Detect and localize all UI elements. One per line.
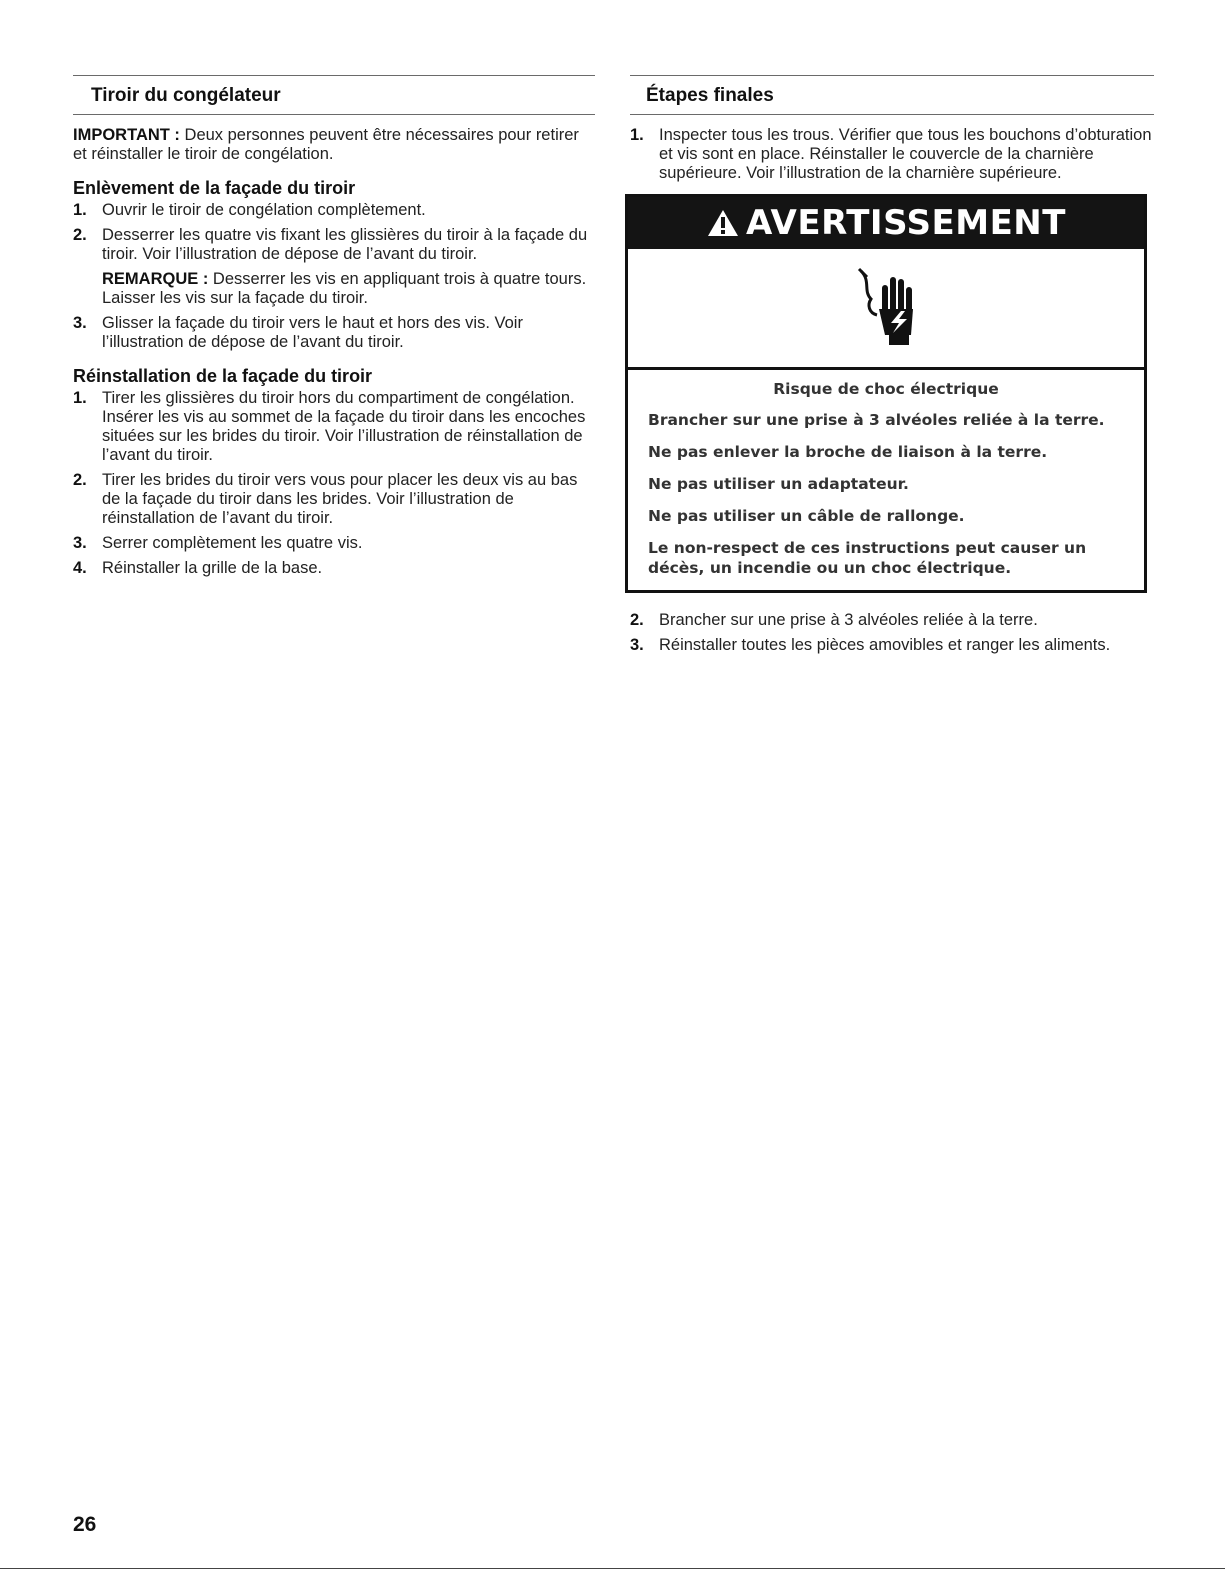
- step-number: 2.: [630, 611, 644, 629]
- step-number: 2.: [73, 471, 87, 489]
- warning-icon-area: [628, 249, 1144, 370]
- list-item: [630, 611, 1154, 630]
- step-text: Glisser la façade du tiroir vers le haut et hors des vis. Voir l’illustration de dépose de l’avant du tiroir.: [102, 314, 523, 351]
- step-text: Brancher sur une prise à 3 alvéoles reliée à la terre.: [659, 611, 1038, 629]
- electric-shock-hand-icon: [841, 263, 931, 353]
- list-item: [73, 226, 595, 308]
- right-column: [630, 75, 1154, 661]
- warning-line: Ne pas enlever la broche de liaison à la terre.: [648, 443, 1048, 461]
- warning-risk: Risque de choc électrique: [773, 380, 999, 398]
- list-item: [630, 126, 1154, 183]
- list-item: [630, 636, 1154, 655]
- list-item: [73, 314, 595, 352]
- removal-steps: [73, 201, 595, 352]
- step-text: Serrer complètement les quatre vis.: [102, 534, 363, 552]
- step-number: 3.: [630, 636, 644, 654]
- step-text: Ouvrir le tiroir de congélation complètement.: [102, 201, 426, 219]
- step-text: Réinstaller la grille de la base.: [102, 559, 323, 577]
- step-text: Inspecter tous les trous. Vérifier que tous les bouchons d’obturation et vis sont en place. Réinstaller le couvercle de la charnière supérieure. Voir l’illustration de la charnière supérieure.: [659, 126, 1152, 182]
- bottom-divider: [0, 1568, 1225, 1569]
- list-item: [73, 471, 595, 528]
- step-number: 1.: [73, 389, 87, 407]
- list-item: [73, 389, 595, 465]
- warning-triangle-icon: [706, 208, 740, 238]
- remark-label: REMARQUE :: [102, 270, 209, 288]
- list-item: [73, 559, 595, 578]
- remark-note: [102, 270, 595, 308]
- final-steps-rest: [630, 611, 1154, 655]
- section-title-freezer-drawer: Tiroir du congélateur: [73, 75, 595, 115]
- warning-header: [628, 197, 1144, 249]
- important-note: [73, 126, 595, 164]
- important-label: IMPORTANT :: [73, 126, 180, 144]
- step-text: Tirer les brides du tiroir vers vous pour placer les deux vis au bas de la façade du tiroir dans les brides. Voir l’illustration de réinstallation de l’avant du tiroir.: [102, 471, 578, 527]
- step-text: Desserrer les quatre vis fixant les glissières du tiroir à la façade du tiroir. Voir l’illustration de dépose de l’avant du tiroir.: [102, 226, 588, 263]
- warning-body: [628, 370, 1144, 590]
- step-number: 3.: [73, 534, 87, 552]
- important-text: Deux personnes peuvent être nécessaires pour retirer et réinstaller le tiroir de congélation.: [73, 126, 579, 163]
- step-number: 4.: [73, 559, 87, 577]
- subsection-title-reinstall: Réinstallation de la façade du tiroir: [73, 366, 373, 386]
- list-item: [73, 201, 595, 220]
- left-column: [73, 75, 595, 584]
- page-number: 26: [73, 1513, 97, 1536]
- step-number: 3.: [73, 314, 87, 332]
- list-item: [73, 534, 595, 553]
- warning-line: Ne pas utiliser un câble de rallonge.: [648, 507, 965, 525]
- step-text: Tirer les glissières du tiroir hors du compartiment de congélation. Insérer les vis au sommet de la façade du tiroir dans les encoches situées sur les brides du tiroir. Voir l’illustration de réinstallation de l’avant du tiroir.: [102, 389, 586, 464]
- warning-title: AVERTISSEMENT: [746, 203, 1066, 243]
- warning-line: Ne pas utiliser un adaptateur.: [648, 475, 909, 493]
- final-steps-first: [630, 126, 1154, 183]
- step-number: 1.: [73, 201, 87, 219]
- warning-box: [625, 194, 1147, 593]
- step-number: 1.: [630, 126, 644, 144]
- warning-line: Le non-respect de ces instructions peut causer un décès, un incendie ou un choc électrique.: [648, 539, 1087, 577]
- step-text: Réinstaller toutes les pièces amovibles et ranger les aliments.: [659, 636, 1111, 654]
- reinstall-steps: [73, 389, 595, 578]
- warning-line: Brancher sur une prise à 3 alvéoles reliée à la terre.: [648, 411, 1105, 429]
- remark-text: Desserrer les vis en appliquant trois à quatre tours. Laisser les vis sur la façade du tiroir.: [102, 270, 587, 307]
- step-number: 2.: [73, 226, 87, 244]
- section-title-final-steps: Étapes finales: [630, 75, 1154, 115]
- subsection-title-removal: Enlèvement de la façade du tiroir: [73, 178, 356, 198]
